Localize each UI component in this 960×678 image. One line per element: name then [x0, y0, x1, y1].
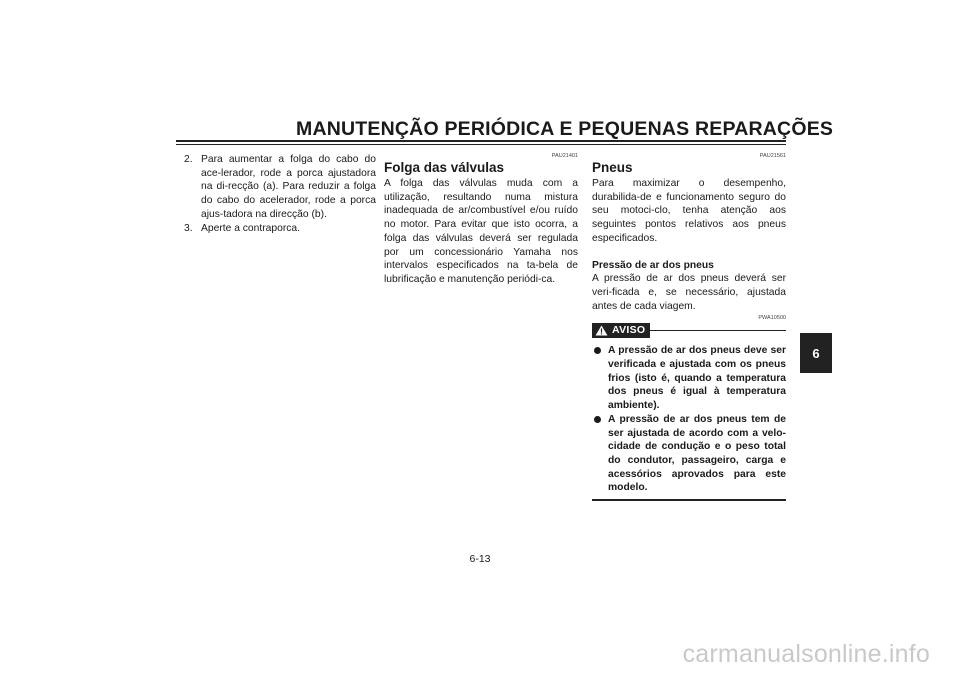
section-body: Para maximizar o desempenho, durabilida-de e funcionamento seguro do seu motoci-clo, tenha atenção aos seguintes pontos relativos aos pneus especificados. — [592, 178, 786, 244]
step-number: 2. — [184, 154, 193, 165]
watermark: carmanualsonline.info — [682, 640, 930, 668]
page-number: 6-13 — [469, 553, 491, 565]
warning-rule — [650, 330, 786, 331]
warning-bottom-rule — [592, 499, 786, 501]
warning-label: AVISO — [612, 323, 646, 336]
bullet-icon — [594, 416, 601, 423]
step-text: Para aumentar a folga do cabo do ace-lerador, rode a porca ajustadora na di-recção (a). Para reduzir a folga do cabo do acelerador, rode a porca ajus-tadora na direcção (b). — [201, 154, 376, 220]
header-rule-thin — [176, 144, 786, 145]
section-heading-valve-clearance: Folga das válvulas — [384, 160, 505, 175]
section-body: A folga das válvulas muda com a utilização, resultando numa mistura inadequada de ar/combustível e/ou ruído no motor. Para evitar que isto ocorra, a folga das válvulas deverá ser regulada por um concessionário Yamaha nos intervalos especificados na ta-bela de lubrificação e manutenção periódi-ca. — [384, 178, 578, 285]
steps-list — [184, 153, 376, 235]
column-2 — [384, 153, 578, 287]
section-heading-tyres: Pneus — [592, 160, 633, 175]
section-code: PAU21561 — [759, 153, 786, 159]
warning-list — [592, 344, 786, 495]
subsection-body: A pressão de ar dos pneus deverá ser veri-ficada e, se necessário, ajustada antes de cada viagem. — [592, 273, 786, 312]
subsection-heading: Pressão de ar dos pneus — [592, 259, 714, 271]
header-rule — [176, 140, 786, 142]
warning-text: A pressão de ar dos pneus deve ser verificada e ajustada com os pneus frios (isto é, quando a temperatura dos pneus é igual à temperatura ambiente). — [608, 345, 786, 412]
chapter-tab[interactable]: 6 — [800, 333, 832, 373]
step-number: 3. — [184, 222, 193, 234]
warning-block — [592, 315, 786, 500]
warning-badge — [592, 323, 650, 338]
warning-code: PWA10500 — [758, 315, 786, 322]
warning-triangle-icon — [595, 325, 608, 336]
section-code: PAU21401 — [551, 153, 578, 159]
list-item — [592, 413, 786, 495]
list-item — [184, 153, 376, 222]
column-1 — [184, 153, 376, 235]
page-title: MANUTENÇÃO PERIÓDICA E PEQUENAS REPARAÇÕES — [296, 118, 834, 140]
list-item — [184, 222, 376, 236]
bullet-icon — [594, 347, 601, 354]
list-item — [592, 344, 786, 413]
step-text: Aperte a contraporca. — [201, 222, 301, 234]
warning-header — [592, 323, 786, 338]
column-3 — [592, 153, 786, 501]
warning-text: A pressão de ar dos pneus tem de ser ajustada de acordo com a velo-cidade de condução e o peso total do condutor, passageiro, carga e acessórios aprovados para este modelo. — [608, 413, 786, 494]
